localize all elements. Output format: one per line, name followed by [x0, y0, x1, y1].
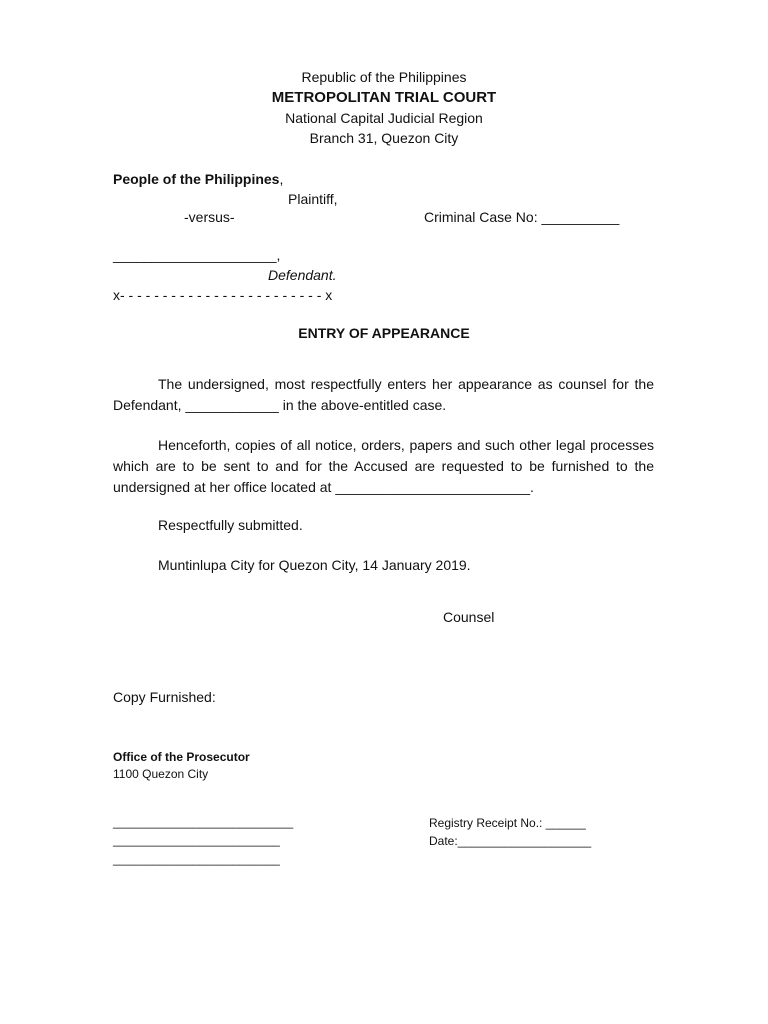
republic-heading: Republic of the Philippines [301, 69, 467, 85]
case-number-line [424, 209, 619, 225]
copy-furnished-label: Copy Furnished: [113, 689, 216, 705]
prosecutor-address: 1100 Quezon City [113, 767, 209, 781]
versus-label: -versus- [184, 209, 235, 225]
document-title: ENTRY OF APPEARANCE [298, 325, 470, 341]
plaintiff-role: Plaintiff, [288, 191, 338, 207]
plaintiff-line [113, 171, 283, 187]
judicial-region: National Capital Judicial Region [285, 110, 483, 126]
plaintiff-name: People of the Philippines [113, 171, 280, 187]
defendant-role: Defendant. [268, 267, 337, 283]
recipient-line-1: ___________________________ [113, 815, 294, 829]
paragraph-notices [113, 435, 654, 498]
caption-divider: x- - - - - - - - - - - - - - - - - - - - - - - - x [113, 287, 333, 303]
branch-location: Branch 31, Quezon City [309, 130, 459, 146]
respectfully-submitted: Respectfully submitted. [158, 517, 303, 533]
date-label: Date: [429, 834, 458, 848]
date-blank: ____________________ [457, 834, 592, 848]
date-line [429, 834, 591, 848]
registry-receipt-blank: ______ [545, 816, 586, 830]
defendant-name-blank: _____________________, [113, 247, 281, 263]
case-number-blank: __________ [541, 209, 620, 225]
defendant-blank: ____________ [185, 397, 279, 413]
counsel-signature-label: Counsel [443, 609, 495, 625]
recipient-line-2: _________________________ [113, 833, 280, 847]
case-number-label: Criminal Case No: [424, 209, 538, 225]
prosecutor-office: Office of the Prosecutor [113, 750, 250, 764]
paragraph-appearance-tail: in the above-entitled case. [282, 397, 447, 413]
recipient-line-3: _________________________ [113, 852, 280, 866]
paragraph-appearance-text: The undersigned, most respectfully enters her appearance as counsel for the Defendant, [113, 376, 654, 413]
registry-receipt-line [429, 816, 586, 830]
office-address-blank: _________________________ [335, 479, 530, 495]
plaintiff-comma: , [279, 171, 284, 187]
registry-receipt-label: Registry Receipt No.: [429, 816, 543, 830]
place-and-date: Muntinlupa City for Quezon City, 14 January 2019. [158, 557, 471, 573]
paragraph-appearance [113, 374, 654, 416]
paragraph-notices-period: . [530, 479, 534, 495]
paragraph-notices-text: Henceforth, copies of all notice, orders, papers and such other legal processes which are to be sent to and for the Accused are requested to be furnished to the undersigned at her office located at [113, 437, 654, 495]
court-name: METROPOLITAN TRIAL COURT [271, 89, 497, 106]
